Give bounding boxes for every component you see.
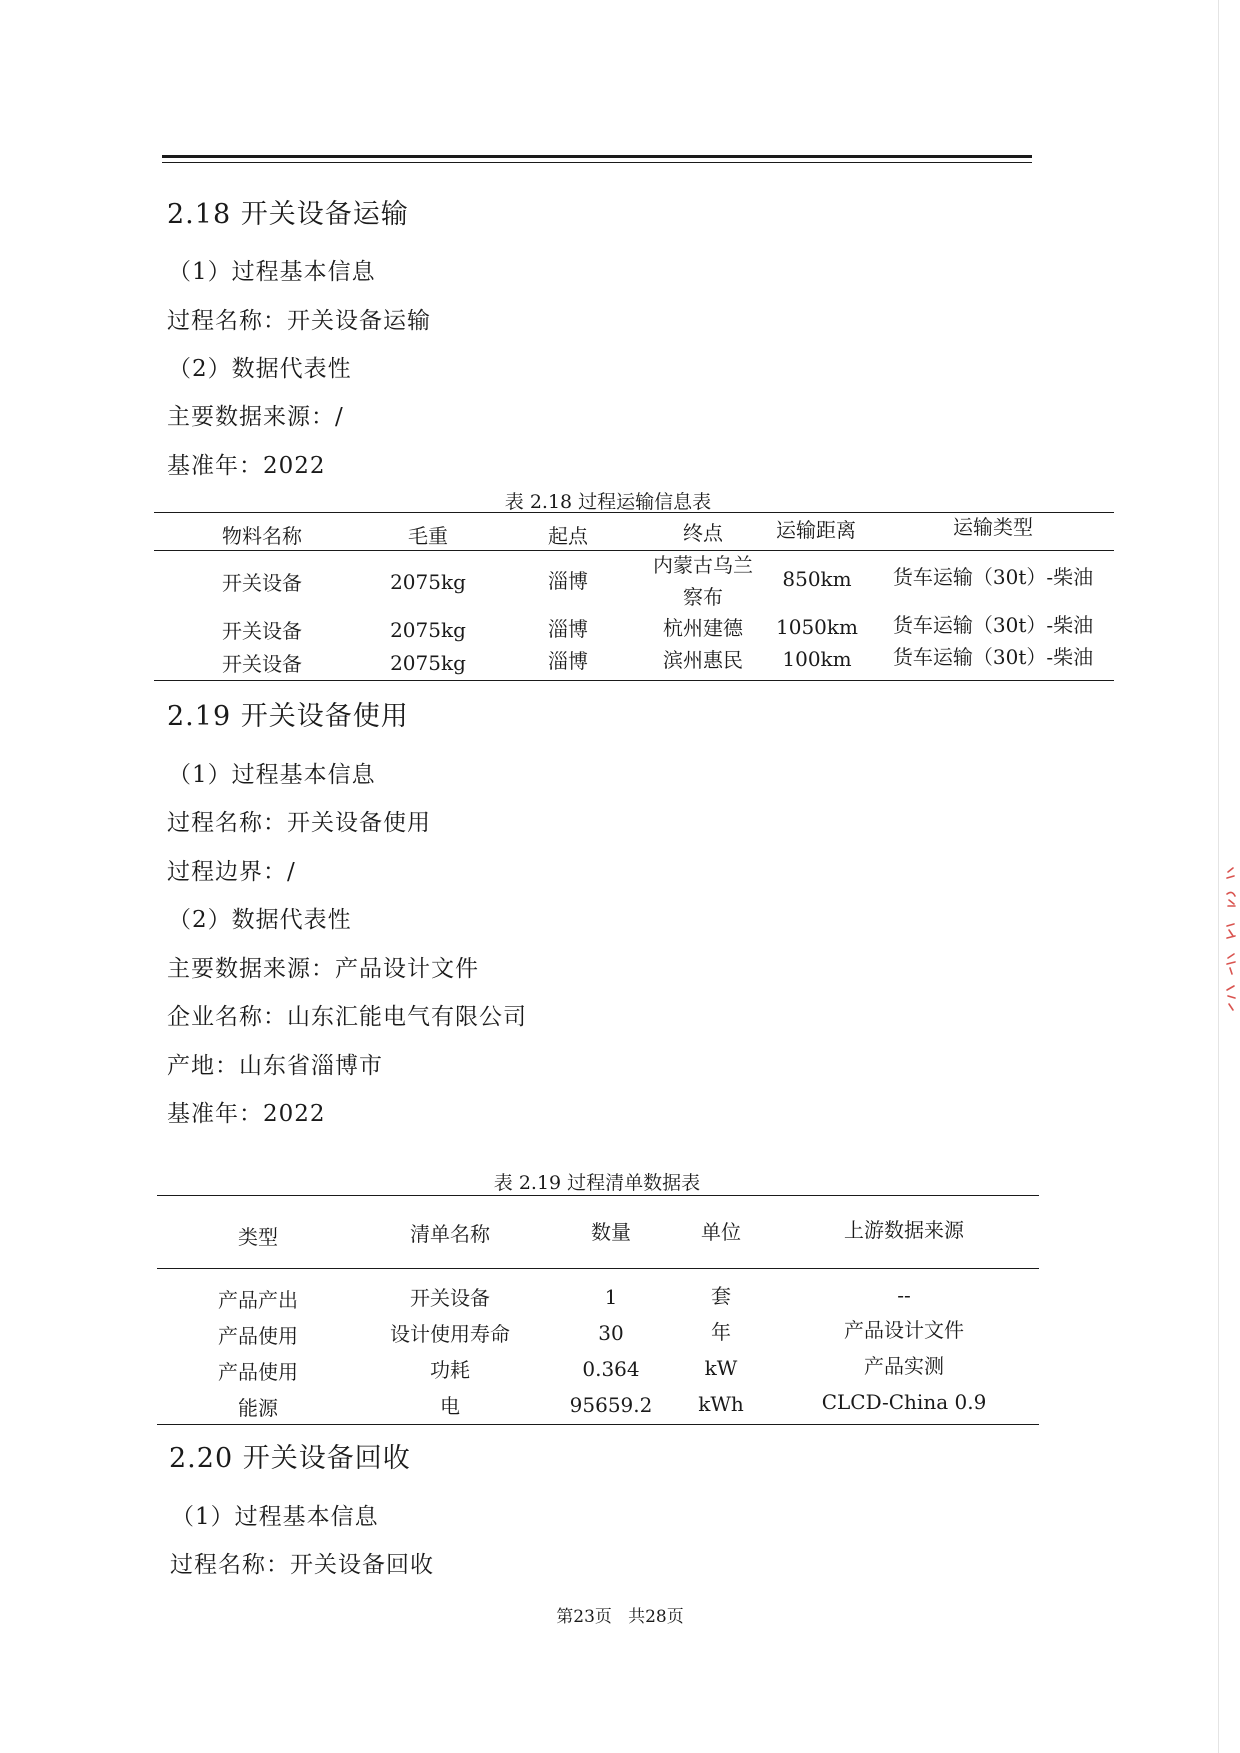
cell-destination: 内蒙古乌兰察布 [653,553,753,609]
cell-inventory-name: 电 [440,1394,460,1418]
col-header-origin: 起点 [548,524,588,548]
cell-inventory-name: 开关设备 [410,1286,490,1310]
cell-origin: 淄博 [548,617,588,641]
cell-distance: 1050km [776,615,858,639]
table-top-rule [157,1195,1039,1196]
table-caption-2-18: 表 2.18 过程运输信息表 [504,491,712,513]
header-rule [162,155,1032,158]
process-name: 过程名称：开关设备回收 [170,1552,434,1578]
cell-quantity: 95659.2 [569,1393,653,1417]
main-data-source: 主要数据来源：/ [167,404,344,430]
cell-material: 开关设备 [222,619,302,643]
seal-stamp-fragment [1224,866,1240,1016]
cell-type: 产品产出 [218,1288,298,1312]
cell-upstream-source: -- [897,1283,911,1307]
col-header-unit: 单位 [701,1220,741,1244]
cell-upstream-source: 产品实测 [864,1354,944,1378]
col-header-upstream-source: 上游数据来源 [844,1218,964,1242]
production-site: 产地：山东省淄博市 [167,1053,383,1079]
cell-inventory-name: 设计使用寿命 [390,1322,510,1346]
cell-unit: kWh [698,1392,744,1416]
cell-destination: 滨州惠民 [663,648,743,672]
col-header-inventory-name: 清单名称 [410,1222,490,1246]
page-edge [1218,0,1219,1753]
cell-unit: 套 [711,1284,731,1308]
process-boundary: 过程边界：/ [167,859,296,885]
cell-gross-weight: 2075kg [390,651,466,675]
cell-gross-weight: 2075kg [390,570,466,594]
cell-material: 开关设备 [222,652,302,676]
base-year: 基准年：2022 [167,453,326,479]
col-header-type: 类型 [238,1225,278,1249]
cell-material: 开关设备 [222,571,302,595]
cell-transport-type: 货车运输（30t）-柴油 [892,565,1094,589]
col-header-destination: 终点 [683,521,723,545]
main-data-source: 主要数据来源：产品设计文件 [167,956,479,982]
cell-destination: 杭州建德 [663,616,743,640]
process-name: 过程名称：开关设备使用 [167,810,431,836]
cell-distance: 850km [782,567,852,591]
subheading-basic-info: （1）过程基本信息 [168,762,376,788]
company-name: 企业名称：山东汇能电气有限公司 [167,1004,527,1030]
cell-origin: 淄博 [548,649,588,673]
section-heading-2-19: 2.19 开关设备使用 [167,701,409,732]
page-number: 第23页 共28页 [556,1607,684,1627]
cell-unit: 年 [711,1320,731,1344]
table-bottom-rule [154,680,1114,681]
table-caption-2-19: 表 2.19 过程清单数据表 [493,1172,701,1194]
cell-upstream-source: 产品设计文件 [844,1318,964,1342]
subheading-basic-info: （1）过程基本信息 [171,1504,379,1530]
subheading-basic-info: （1）过程基本信息 [168,259,376,285]
cell-unit: kW [704,1356,738,1380]
cell-transport-type: 货车运输（30t）-柴油 [892,613,1094,637]
cell-type: 能源 [238,1396,278,1420]
cell-quantity: 1 [604,1285,618,1309]
cell-inventory-name: 功耗 [430,1358,470,1382]
col-header-quantity: 数量 [591,1220,631,1244]
process-name: 过程名称：开关设备运输 [167,308,431,334]
base-year: 基准年：2022 [167,1101,326,1127]
col-header-material: 物料名称 [222,524,302,548]
table-header-rule [157,1268,1039,1269]
cell-type: 产品使用 [218,1324,298,1348]
col-header-gross-weight: 毛重 [408,524,448,548]
table-bottom-rule [157,1424,1039,1425]
cell-quantity: 0.364 [582,1357,640,1381]
cell-origin: 淄博 [548,569,588,593]
section-heading-2-20: 2.20 开关设备回收 [169,1443,411,1474]
cell-upstream-source: CLCD-China 0.9 [821,1390,987,1414]
cell-type: 产品使用 [218,1360,298,1384]
section-heading-2-18: 2.18 开关设备运输 [167,199,409,230]
subheading-data-representativeness: （2）数据代表性 [168,356,352,382]
header-rule-thin [162,162,1032,163]
cell-gross-weight: 2075kg [390,618,466,642]
subheading-data-representativeness: （2）数据代表性 [168,907,352,933]
cell-transport-type: 货车运输（30t）-柴油 [892,645,1094,669]
cell-distance: 100km [782,647,852,671]
col-header-distance: 运输距离 [776,518,856,542]
col-header-transport-type: 运输类型 [953,515,1033,539]
cell-quantity: 30 [598,1321,624,1345]
